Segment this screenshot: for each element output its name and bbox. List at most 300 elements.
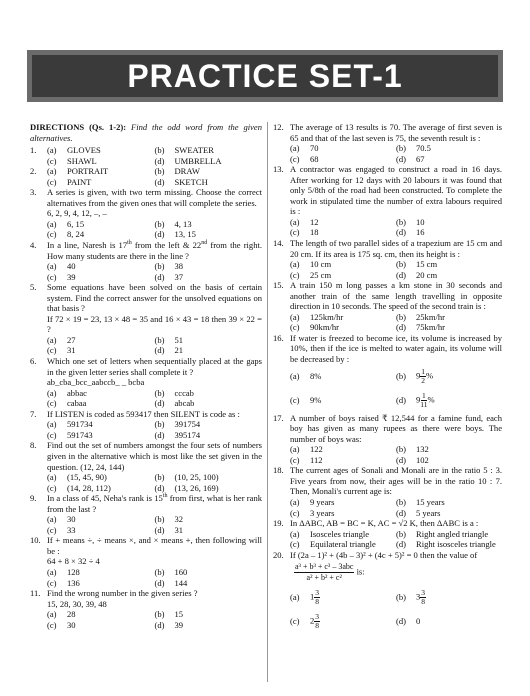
formula-fraction <box>294 562 354 583</box>
option-letter: (d) <box>154 398 165 409</box>
option-letter: (b) <box>154 334 165 345</box>
fraction <box>420 589 426 606</box>
option-letter: (d) <box>154 229 165 240</box>
option-letter: (d) <box>396 227 406 238</box>
question-row <box>30 588 262 609</box>
option-letter: (c) <box>47 155 57 166</box>
options-grid <box>30 514 262 535</box>
options-grid <box>273 312 502 333</box>
option-letter: (b) <box>396 444 406 455</box>
option <box>47 156 155 167</box>
option-text: 395174 <box>174 429 201 440</box>
options-grid <box>30 567 262 588</box>
fraction-denominator: 8 <box>421 596 426 606</box>
question-item <box>30 282 262 356</box>
option <box>290 259 396 270</box>
option-text: cabaa <box>67 398 87 409</box>
option <box>155 430 263 441</box>
question-number: 7. <box>30 408 37 419</box>
option <box>47 272 155 283</box>
option-letter: (b) <box>154 514 165 525</box>
options-grid <box>30 609 262 630</box>
option <box>155 219 263 230</box>
question-stem: The average of 13 results is 70. The average of first seven is 65 and that of the last seven is 75, the seventh result is : <box>290 122 502 143</box>
question-item <box>273 280 502 333</box>
question-number: 17. <box>273 412 284 423</box>
options-grid <box>273 529 502 550</box>
option <box>396 609 502 633</box>
option-text: 4, 13 <box>174 218 192 229</box>
option-letter: (a) <box>47 472 57 483</box>
option-text: 15 <box>174 609 184 620</box>
option <box>47 472 155 483</box>
fraction <box>314 589 320 606</box>
options-grid <box>47 166 262 187</box>
option <box>155 145 263 156</box>
option <box>396 154 502 165</box>
option-text: 136 <box>67 577 80 588</box>
option-text: GLOVES <box>67 145 101 156</box>
options-grid <box>30 261 262 282</box>
option-letter: (a) <box>47 419 57 430</box>
question-row <box>273 164 502 217</box>
question-stem: Which one set of letters when sequentially placed at the gaps in the given letter series shall complete it ? <box>47 356 262 377</box>
option <box>47 219 155 230</box>
option-letter: (c) <box>47 524 57 535</box>
question-number: 11. <box>30 588 41 599</box>
title-banner <box>27 50 503 102</box>
option-letter: (b) <box>154 419 165 430</box>
question-item <box>273 164 502 238</box>
option <box>396 539 502 550</box>
question-item <box>30 356 262 409</box>
option-letter: (d) <box>154 176 165 187</box>
option-text: 160 <box>174 566 188 577</box>
option-letter: (b) <box>396 591 406 602</box>
option-text: abbac <box>67 387 87 398</box>
option-text: 33 <box>67 524 76 535</box>
option-text: 112 <box>310 454 323 465</box>
question-text <box>290 280 502 312</box>
question-item <box>273 238 502 280</box>
option-text: 30 <box>67 619 76 630</box>
question-extra: ab_cba_bcc_aabccb_ _ bcba <box>47 377 145 388</box>
formula-tail: is: <box>356 566 365 577</box>
option-text: 9 years <box>310 496 335 507</box>
option-text: 70 <box>310 143 319 154</box>
option <box>290 539 396 550</box>
question-text <box>47 440 262 472</box>
option-text: 5 years <box>416 507 441 518</box>
option <box>396 497 502 508</box>
option-letter: (a) <box>290 444 300 455</box>
option-text: 21 <box>174 345 184 356</box>
option <box>47 419 155 430</box>
option-text: 3 years <box>310 507 335 518</box>
option-letter: (b) <box>154 472 165 483</box>
option-letter: (d) <box>396 322 406 333</box>
option <box>396 259 502 270</box>
option <box>290 389 396 413</box>
option <box>396 444 502 455</box>
option <box>290 444 396 455</box>
question-extra: If 72 × 19 = 23, 13 × 48 = 35 and 16 × 43 = 18 then 39 × 22 = ? <box>47 313 262 335</box>
question-row <box>273 518 502 529</box>
option-letter: (a) <box>290 311 300 322</box>
left-column <box>30 122 262 630</box>
option-text: 67 <box>416 153 425 164</box>
question-row <box>30 187 262 219</box>
option-text: 125km/hr <box>310 311 344 322</box>
fraction-numerator: 3 <box>315 611 320 621</box>
fraction-numerator: 1 <box>422 391 426 401</box>
option-text: 1 $\frac{3}{8}$ <box>310 587 320 606</box>
directions-heading: DIRECTIONS (Qs. 1-2): <box>30 122 127 132</box>
option <box>290 217 396 228</box>
option-letter: (c) <box>47 345 57 356</box>
option <box>290 529 396 540</box>
option <box>290 455 396 466</box>
option-text: 40 <box>67 261 76 272</box>
options-grid <box>273 365 502 413</box>
option-text: 132 <box>416 444 429 455</box>
option-text: 102 <box>416 454 429 465</box>
option <box>290 322 396 333</box>
option <box>290 365 396 389</box>
option-text: 0 <box>416 615 421 626</box>
option <box>396 312 502 323</box>
option-text: 2 $\frac{3}{8}$ <box>310 611 320 630</box>
question-row <box>30 356 262 388</box>
question-stem: The current ages of Sonali and Monali are in the ratio 5 : 3. Five years from now, their ages will be in the ratio 10 : 7. Then, Monali's current age is: <box>290 465 502 497</box>
option-letter: (b) <box>154 218 165 229</box>
options-grid <box>273 259 502 280</box>
fraction-numerator: 1 <box>421 367 426 377</box>
option-letter: (d) <box>396 615 406 626</box>
question-item <box>30 240 262 282</box>
option-letter: (a) <box>47 218 57 229</box>
options-grid <box>30 219 262 240</box>
question-text <box>290 518 502 529</box>
option <box>155 261 263 272</box>
page-title: PRACTICE SET-1 <box>127 57 403 94</box>
option <box>47 166 155 177</box>
option-text: abcab <box>174 398 195 409</box>
option-text: SKETCH <box>174 176 208 187</box>
question-row <box>30 409 262 420</box>
option-text: 9% <box>310 395 322 406</box>
question-row <box>30 282 262 335</box>
question-number: 9. <box>30 493 37 504</box>
option-letter: (a) <box>47 261 57 272</box>
option <box>290 585 396 609</box>
question-text <box>290 164 502 217</box>
option-text: 25km/hr <box>416 311 445 322</box>
option-text: (10, 25, 100) <box>174 472 219 483</box>
option-letter: (d) <box>396 269 406 280</box>
option-letter: (b) <box>154 387 165 398</box>
question-row <box>273 122 502 143</box>
option <box>155 620 263 631</box>
fraction <box>420 368 426 385</box>
options-grid <box>273 444 502 465</box>
question-item <box>30 588 262 630</box>
option-letter: (b) <box>396 216 406 227</box>
option-text: UMBRELLA <box>174 155 222 166</box>
question-item <box>273 465 502 518</box>
fraction-denominator: 11 <box>420 400 428 410</box>
question-number: 2. <box>30 166 37 177</box>
option <box>155 578 263 589</box>
option-letter: (c) <box>290 454 300 465</box>
option <box>47 620 155 631</box>
option-text: 18 <box>310 227 319 238</box>
question-number: 18. <box>273 465 284 476</box>
option <box>155 525 263 536</box>
option <box>47 525 155 536</box>
question-text <box>47 282 262 335</box>
option <box>155 567 263 578</box>
option-text: SHAWL <box>67 155 97 166</box>
option-text: 15 cm <box>416 259 438 270</box>
option-text: Right angled triangle <box>416 528 489 539</box>
option <box>47 514 155 525</box>
fraction-numerator: 3 <box>315 587 320 597</box>
option-text: Isosceles triangle <box>310 528 370 539</box>
option <box>47 335 155 346</box>
option-letter: (d) <box>154 577 165 588</box>
question-stem: If (2a – 1)² + (4b – 3)² + (4c + 5)² = 0 then the value of <box>290 549 478 560</box>
option-letter: (b) <box>396 311 406 322</box>
option-text: 13, 15 <box>174 229 196 240</box>
question-row <box>273 413 502 445</box>
question-number: 6. <box>30 356 37 367</box>
option-letter: (a) <box>290 259 300 270</box>
option-text: 75km/hr <box>416 322 445 333</box>
options-grid <box>30 472 262 493</box>
option <box>290 312 396 323</box>
question-row <box>273 465 502 497</box>
question-stem: In a line, Naresh is 17th from the left & 22nd from the right. How many students are there in the line ? <box>47 240 262 261</box>
option-letter: (c) <box>47 429 57 440</box>
option-text: 3 $\frac{3}{8}$ <box>416 587 426 606</box>
question-item <box>30 145 262 166</box>
option-letter: (d) <box>396 539 406 550</box>
option <box>396 365 502 389</box>
option-text: (13, 26, 169) <box>174 482 219 493</box>
option-text: 20 cm <box>416 269 438 280</box>
option <box>396 322 502 333</box>
option <box>396 143 502 154</box>
question-number: 5. <box>30 282 37 293</box>
option-letter: (c) <box>290 507 300 518</box>
option <box>155 514 263 525</box>
option-text: 591743 <box>67 429 93 440</box>
question-text <box>47 187 262 219</box>
fraction <box>420 392 427 409</box>
option-text: 25 cm <box>310 269 332 280</box>
option-text: PAINT <box>67 176 92 187</box>
question-number: 3. <box>30 187 37 198</box>
option-text: SWEATER <box>174 145 214 156</box>
question-stem: A train 150 m long passes a km stone in 30 seconds and another train of the same length travelling in opposite direction in 10 seconds. The speed of the second train is : <box>290 280 502 312</box>
option-text: 9 $\frac{1}{11}$ % <box>416 391 435 410</box>
option-text: 32 <box>174 514 184 525</box>
question-number: 12. <box>273 122 284 132</box>
question-text <box>47 493 262 514</box>
option-letter: (b) <box>396 371 406 382</box>
option-letter: (c) <box>290 539 300 550</box>
option <box>290 508 396 519</box>
option-text: 12 <box>310 216 319 227</box>
question-text <box>47 240 262 261</box>
question-number: 13. <box>273 164 284 175</box>
option-letter: (d) <box>154 619 165 630</box>
fraction-denominator: 2 <box>421 376 426 386</box>
question-item <box>273 413 502 466</box>
question-text <box>47 535 262 567</box>
question-row <box>30 240 262 261</box>
options-grid <box>273 497 502 518</box>
question-text <box>47 409 262 420</box>
question-number: 19. <box>273 518 284 529</box>
question-item <box>30 187 262 240</box>
question-text <box>290 465 502 497</box>
option-letter: (a) <box>290 496 300 507</box>
fraction <box>314 613 320 630</box>
option-letter: (c) <box>290 322 300 333</box>
option-letter: (c) <box>290 615 300 626</box>
option-letter: (d) <box>154 345 165 356</box>
option-text: 27 <box>67 334 76 345</box>
question-extra: 64 + 8 × 32 ÷ 4 <box>47 556 100 567</box>
question-item <box>30 409 262 441</box>
question-number: 15. <box>273 280 284 291</box>
option <box>155 229 263 240</box>
question-text <box>290 413 502 445</box>
question-stem: If water is freezed to become ice, its volume is increased by 10%, then if the ice is melted to water again, its volume will be decreased by : <box>290 332 502 365</box>
option-text: (14, 28, 112) <box>67 482 111 493</box>
question-row <box>273 333 502 365</box>
option <box>155 177 263 188</box>
option-text: 37 <box>174 271 184 282</box>
option-text: 70.5 <box>416 143 431 154</box>
option-letter: (b) <box>396 496 406 507</box>
question-number: 8. <box>30 440 37 451</box>
option <box>396 227 502 238</box>
option-letter: (d) <box>154 155 165 166</box>
option-text: 68 <box>310 153 319 164</box>
option-text: 39 <box>67 271 76 282</box>
option <box>396 585 502 609</box>
option-letter: (d) <box>396 507 406 518</box>
option-letter: (c) <box>47 482 57 493</box>
option-letter: (d) <box>396 153 406 164</box>
option-letter: (b) <box>154 166 165 177</box>
question-item <box>273 550 502 634</box>
option-letter: (c) <box>47 229 57 240</box>
option <box>47 609 155 620</box>
option-letter: (a) <box>47 609 57 620</box>
option <box>155 335 263 346</box>
question-number: 1. <box>30 145 37 156</box>
option-letter: (d) <box>396 454 406 465</box>
question-number: 10. <box>30 535 41 546</box>
option <box>155 472 263 483</box>
option-text: 591734 <box>67 419 93 430</box>
option-text: 30 <box>67 514 76 525</box>
option-text: 391754 <box>174 419 201 430</box>
question-stem: A series is given, with two term missing. Choose the correct alternatives from the given ones that will complete the series. <box>47 187 262 208</box>
question-stem: If + means ÷, ÷ means ×, and × means +, then following will be : <box>47 535 262 556</box>
option <box>47 261 155 272</box>
option <box>396 529 502 540</box>
option-letter: (c) <box>47 271 57 282</box>
question-stem: Some equations have been solved on the basis of certain system. Find the correct answer for the unsolved equations on that basis ? <box>47 282 262 314</box>
option-letter: (a) <box>47 566 57 577</box>
option <box>155 166 263 177</box>
question-number: 14. <box>273 238 284 249</box>
option-text: 128 <box>67 566 80 577</box>
question-stem: Find the wrong number in the given series ? <box>47 588 198 599</box>
question-row <box>30 493 262 514</box>
option-text: 122 <box>310 444 323 455</box>
question-item <box>273 122 502 164</box>
option <box>155 388 263 399</box>
option-letter: (b) <box>396 143 406 154</box>
option <box>396 389 502 413</box>
question-row <box>273 238 502 259</box>
question-item <box>273 518 502 550</box>
option-text: 38 <box>174 261 184 272</box>
question-stem: In a class of 45, Neha's rank is 15th from first, what is her rank from the last ? <box>47 493 262 514</box>
option <box>396 270 502 281</box>
option-text: 8, 24 <box>67 229 85 240</box>
option <box>155 419 263 430</box>
option-text: 15 years <box>416 496 445 507</box>
question-item <box>30 166 262 187</box>
option <box>290 143 396 154</box>
option-letter: (a) <box>47 387 57 398</box>
option <box>47 430 155 441</box>
right-column <box>273 122 502 633</box>
question-stem: A contractor was engaged to construct a road in 16 days. After working for 12 days with 20 labours it was found that only 5/8th of the road had been constructed. To complete the work in stipulated time the number of extra labours required is : <box>290 164 502 217</box>
question-row <box>30 440 262 472</box>
question-row <box>273 550 502 586</box>
question-text <box>47 588 262 609</box>
option <box>396 217 502 228</box>
option <box>155 609 263 620</box>
options-grid <box>273 143 502 164</box>
question-extra: 6, 2, 9, 4, 12, –, – <box>47 208 107 219</box>
option <box>155 156 263 167</box>
option-letter: (a) <box>290 216 300 227</box>
question-text <box>290 238 502 259</box>
option-text: 10 <box>416 216 425 227</box>
option <box>155 483 263 494</box>
question-extra: 15, 28, 30, 39, 48 <box>47 598 107 609</box>
question-text <box>47 356 262 388</box>
directions-text: Find the odd word from the given alternatives. <box>30 122 262 143</box>
question-row <box>273 280 502 312</box>
option-letter: (b) <box>396 259 406 270</box>
option-letter: (c) <box>290 153 300 164</box>
option <box>47 578 155 589</box>
option-letter: (c) <box>47 577 57 588</box>
option-letter: (a) <box>290 591 300 602</box>
question-number: 16. <box>273 332 284 343</box>
question-text <box>290 550 502 586</box>
